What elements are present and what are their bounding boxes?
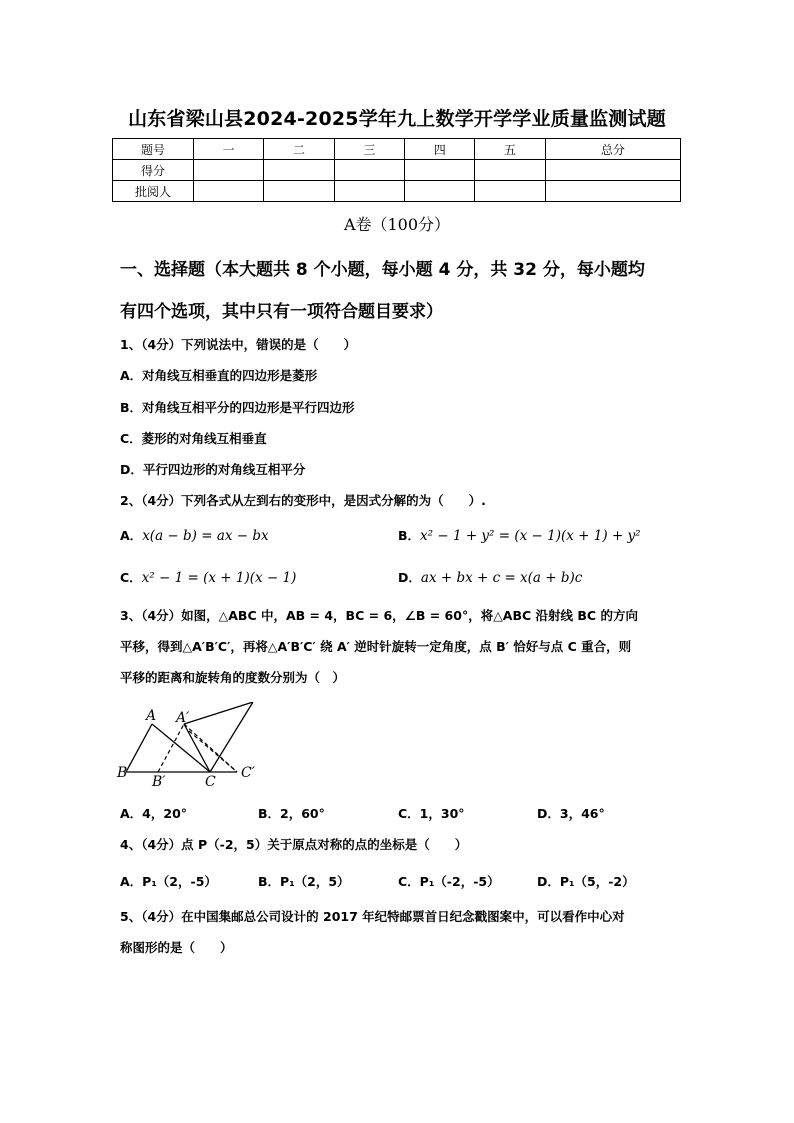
q2-option-d xyxy=(398,568,582,586)
grader-cell xyxy=(545,181,680,202)
q2-stem: 2、（4分）下列各式从左到右的变形中，是因式分解的为（ ）. xyxy=(120,493,486,508)
score-cell xyxy=(264,160,334,181)
grader-cell xyxy=(194,181,264,202)
q3-option-d: D．3，46° xyxy=(537,806,605,821)
segment-ac xyxy=(152,724,210,772)
score-table-header-row xyxy=(113,139,681,160)
q1-option-b: B．对角线互相平分的四边形是平行四边形 xyxy=(120,400,355,415)
q1-option-a: A．对角线互相垂直的四边形是菱形 xyxy=(120,368,318,383)
section-heading-line2: 有四个选项，其中只有一项符合题目要求） xyxy=(120,302,443,322)
q2-option-b xyxy=(398,526,641,544)
dashed-inner xyxy=(189,731,237,772)
score-cell xyxy=(545,160,680,181)
q3-stem-line2: 平移，得到△A′B′C′，再将△A′B′C′ 绕 A′ 逆时针旋转一定角度，点 B′ 恰好与点 C 重合，则 xyxy=(120,639,632,654)
segment-rotated-right xyxy=(210,702,253,772)
q4-option-b: B．P₁（2，5） xyxy=(258,874,350,889)
grader-cell xyxy=(264,181,334,202)
q3-option-c: C．1，30° xyxy=(398,806,465,821)
q4-option-d: D．P₁（5，-2） xyxy=(537,874,635,889)
segment-a-prime-c xyxy=(184,724,210,772)
label-a-prime: A′ xyxy=(176,710,190,726)
q1-stem: 1、（4分）下列说法中，错误的是（ ） xyxy=(120,337,357,352)
label-b-prime: B′ xyxy=(152,774,166,790)
q1-option-c: C．菱形的对角线互相垂直 xyxy=(120,431,267,446)
score-cell xyxy=(194,160,264,181)
score-row xyxy=(113,160,681,181)
q2-option-a-math: x(a − b) = ax − bx xyxy=(142,528,269,544)
q3-geometry-figure xyxy=(114,702,274,792)
score-table-header: 四 xyxy=(405,139,475,160)
q4-stem: 4、（4分）点 P（-2，5）关于原点对称的点的坐标是（ ） xyxy=(120,837,468,852)
q2-option-c-math: x² − 1 = (x + 1)(x − 1) xyxy=(141,570,297,586)
score-cell xyxy=(475,160,545,181)
q4-option-c: C．P₁（-2，-5） xyxy=(398,874,500,889)
score-table xyxy=(112,138,681,202)
q2-option-d-label: D． xyxy=(398,570,421,585)
label-c: C xyxy=(205,774,216,790)
q1-option-d: D．平行四边形的对角线互相平分 xyxy=(120,462,306,477)
paper-section-label: A卷（100分） xyxy=(343,215,451,234)
q2-option-a xyxy=(120,526,269,544)
score-cell xyxy=(334,160,404,181)
q2-option-d-math: ax + bx + c = x(a + b)c xyxy=(420,570,583,586)
score-table-header: 三 xyxy=(334,139,404,160)
score-table-header: 五 xyxy=(475,139,545,160)
q2-option-b-label: B． xyxy=(398,528,421,543)
q5-stem-line2: 称图形的是（ ） xyxy=(120,940,233,955)
q2-option-b-math: x² − 1 + y² = (x − 1)(x + 1) + y² xyxy=(420,528,641,544)
label-c-prime: C′ xyxy=(241,765,255,781)
score-table-header: 二 xyxy=(264,139,334,160)
score-table-header: 题号 xyxy=(113,139,194,160)
segment-rotated-top xyxy=(184,702,253,724)
grader-cell xyxy=(405,181,475,202)
q3-option-b: B．2，60° xyxy=(258,806,325,821)
label-b: B xyxy=(117,765,128,781)
grader-row-label: 批阅人 xyxy=(113,181,194,202)
score-table-header: 一 xyxy=(194,139,264,160)
score-table-header: 总分 xyxy=(545,139,680,160)
score-cell xyxy=(405,160,475,181)
grader-cell xyxy=(334,181,404,202)
q5-stem-line1: 5、（4分）在中国集邮总公司设计的 2017 年纪特邮票首日纪念戳图案中，可以看作中心对 xyxy=(120,909,625,924)
q3-stem-line1: 3、（4分）如图，△ABC 中，AB = 4，BC = 6，∠B = 60°，将△ABC 沿射线 BC 的方向 xyxy=(120,608,638,623)
grader-row xyxy=(113,181,681,202)
section-heading-line1: 一、选择题（本大题共 8 个小题，每小题 4 分，共 32 分，每小题均 xyxy=(120,260,645,280)
label-a: A xyxy=(146,708,157,724)
segment-ab xyxy=(126,724,152,772)
q2-option-c xyxy=(120,568,296,586)
exam-title: 山东省梁山县2024-2025学年九上数学开学学业质量监测试题 xyxy=(128,108,666,130)
q4-option-a: A．P₁（2，-5） xyxy=(120,874,217,889)
grader-cell xyxy=(475,181,545,202)
q2-option-a-label: A． xyxy=(120,528,143,543)
q2-option-c-label: C． xyxy=(120,570,142,585)
q3-stem-line3: 平移的距离和旋转角的度数分别为（ ） xyxy=(120,670,346,685)
q3-option-a: A．4，20° xyxy=(120,806,188,821)
score-row-label: 得分 xyxy=(113,160,194,181)
